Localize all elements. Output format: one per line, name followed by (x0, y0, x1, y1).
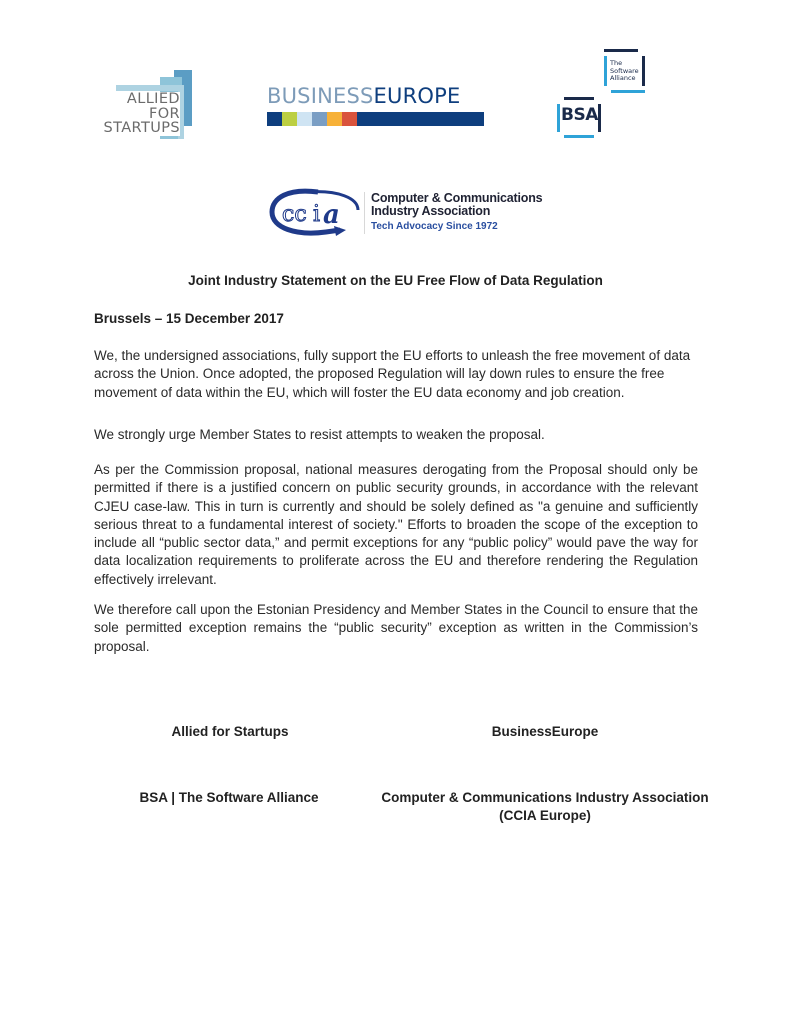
allied-for-startups-wordmark (102, 92, 181, 136)
paragraph-1: We, the undersigned associations, fully support the EU efforts to unleash the free movement of data across the Union. Once adopted, the proposed Regulation will lay down rules to ensure the free movement of data within the EU, which will foster the EU data economy and job creation. (94, 348, 691, 400)
signatory-allied-for-startups: Allied for Startups (171, 724, 289, 739)
logo-divider (364, 192, 365, 234)
svg-text:i: i (313, 202, 321, 227)
signatory-ccia-abbrev: (CCIA Europe) (499, 808, 591, 823)
paragraph-3: As per the Commission proposal, national measures derogating from the Proposal should only be permitted if there is a justified concern on public security grounds, in accordance with the relevant CJEU case-law. This in turn is currently and should be solely defined as "a genuine and sufficiently serious threat to a fundamental interest of society." Efforts to broaden the scope of the exception to include all “public sector data,” and permit exceptions for any “public policy” would pave the way for data localization requirements to proliferate across the EU and therefore rendering the Regulation effectively irrelevant. (94, 462, 698, 587)
signatory-ccia (360, 789, 730, 825)
ccia-name-line2: Industry Association (371, 204, 491, 218)
document-title: Joint Industry Statement on the EU Free Flow of Data Regulation (188, 273, 603, 288)
allied-for-startups-logo (92, 68, 202, 140)
paragraph-4: We therefore call upon the Estonian Presidency and Member States in the Council to ensure that the sole permitted exception remains the “public security” exception as written in the Commission’s proposal. (94, 602, 698, 654)
color-block (327, 112, 342, 126)
bsa-tagline: The Software Alliance (610, 59, 639, 82)
color-bar (267, 112, 487, 126)
color-block (342, 112, 357, 126)
ccia-logo (268, 186, 543, 238)
signatory-businesseurope: BusinessEurope (491, 724, 599, 739)
color-block (297, 112, 312, 126)
ccia-emblem-icon (268, 186, 362, 238)
bsa-acronym: BSA (561, 105, 598, 125)
wordmark-line: FOR (102, 107, 181, 122)
wordmark-line: STARTUPS (103, 120, 180, 136)
color-block (282, 112, 297, 126)
businesseurope-logo (267, 85, 487, 129)
signatory-ccia-name: Computer & Communications Industry Association (381, 790, 709, 805)
businesseurope-wordmark: BUSINESSEUROPE (267, 84, 461, 108)
ccia-name-line1: Computer & Communications (371, 191, 543, 205)
signatory-bsa: BSA | The Software Alliance (139, 790, 319, 805)
ccia-tagline: Tech Advocacy Since 1972 (371, 221, 498, 232)
svg-text:a: a (323, 200, 340, 230)
paragraph-2: We strongly urge Member States to resist attempts to weaken the proposal. (94, 427, 545, 442)
color-block (267, 112, 282, 126)
wordmark-line: ALLIED (102, 92, 181, 107)
svg-text:cc: cc (282, 202, 307, 227)
color-block (312, 112, 327, 126)
dateline: Brussels – 15 December 2017 (94, 311, 284, 326)
color-block-long (357, 112, 484, 126)
bsa-logo (556, 46, 652, 138)
